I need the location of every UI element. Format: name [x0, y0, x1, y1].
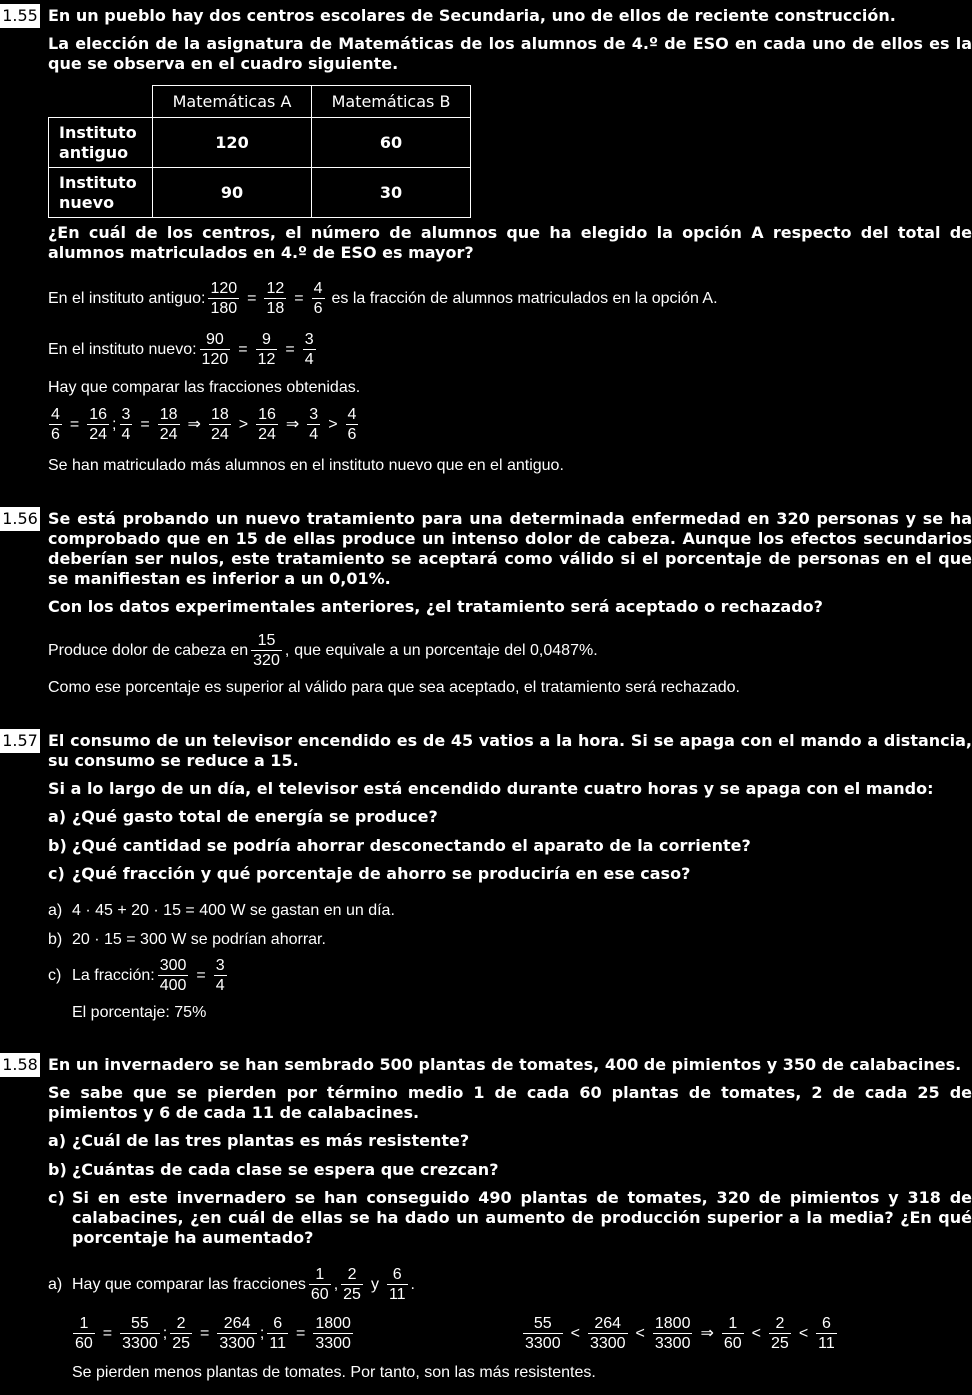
column-header: Matemáticas B — [312, 86, 471, 118]
fraction: $\frac{4}{6}$ — [313, 280, 323, 317]
solution-text: Hay que comparar las fracciones — [72, 1275, 306, 1293]
solution-text: La fracción: — [72, 966, 155, 984]
table-cell: 30 — [312, 168, 471, 218]
fraction: $\frac{300}{400}$ — [159, 957, 187, 994]
fraction: $\frac{2}{25}$ — [172, 1315, 190, 1352]
fraction: $\frac{3}{4}$ — [215, 957, 225, 994]
solution-text: que equivale a un porcentaje del 0,0487%. — [294, 641, 598, 659]
table-cell: 120 — [153, 118, 312, 168]
fraction-equivalences: $\frac{1}{60}$ = $\frac{55}{3300}$ ; $\frac{2}{25}$ = $\frac{264}{3300}$ ; $\frac{6}{11}$ = $\frac{1800}{3300}$ — [75, 1315, 351, 1352]
question-text: El consumo de un televisor encendido es de 45 vatios a la hora. Si se apaga con el mando a distancia, su consumo se reduce a 15. — [48, 731, 972, 770]
fraction: $\frac{3}{4}$ — [309, 406, 319, 443]
solution-text: Se han matriculado más alumnos en el instituto nuevo que en el antiguo. — [48, 457, 564, 474]
solution-line: Produce dolor de cabeza en $\frac{15}{320}$ , que equivale a un porcentaje del 0,0487%. — [48, 632, 598, 669]
fraction: $\frac{6}{11}$ — [818, 1315, 835, 1352]
row-header: Instituto antiguo — [49, 118, 153, 168]
solution-text: En el instituto antiguo: — [48, 289, 206, 307]
fraction: $\frac{2}{25}$ — [343, 1266, 361, 1303]
fraction: $\frac{15}{320}$ — [253, 632, 280, 669]
fraction: $\frac{3}{4}$ — [304, 331, 314, 368]
fraction: $\frac{1}{60}$ — [310, 1266, 329, 1303]
question-text: Con los datos experimentales anteriores, ¿el tratamiento será aceptado o rechazado? — [48, 597, 823, 616]
question-item: b) ¿Qué cantidad se podría ahorrar desconectando el aparato de la corriente? — [48, 836, 751, 855]
solution-text: es la fracción de alumnos matriculados en la opción A. — [331, 289, 718, 307]
solution-text: Produce dolor de cabeza en — [48, 641, 249, 659]
fraction: $\frac{6}{11}$ — [269, 1315, 286, 1352]
enrollment-table — [48, 85, 471, 218]
solution-line: b) 20 · 15 = 300 W se podrían ahorrar. — [48, 931, 326, 948]
fraction: $\frac{90}{120}$ — [201, 331, 229, 368]
fraction: $\frac{55}{3300}$ — [525, 1315, 561, 1352]
solution-line: En el instituto antiguo: $\frac{120}{180}$ = $\frac{12}{18}$ = $\frac{4}{6}$ es la fracción de alumnos matriculados en la opción A. — [48, 280, 718, 317]
fraction: $\frac{16}{24}$ — [89, 406, 108, 443]
fraction: $\frac{1800}{3300}$ — [315, 1315, 351, 1352]
solution-text: Hay que comparar las fracciones obtenidas. — [48, 379, 361, 396]
fraction: $\frac{1800}{3300}$ — [654, 1315, 691, 1352]
fraction: $\frac{16}{24}$ — [258, 406, 276, 443]
question-item: a) ¿Qué gasto total de energía se produce? — [48, 807, 438, 826]
solution-text: Como ese porcentaje es superior al válido para que sea aceptado, el tratamiento será rechazado. — [48, 679, 740, 696]
fraction-comparison: $\frac{4}{6}$ = $\frac{16}{24}$ ; $\frac{3}{4}$ = $\frac{18}{24}$ ⇒ $\frac{18}{24}$ > $\frac{16}{24}$ ⇒ $\frac{3}{4}$ > $\frac{4}{6}$ — [51, 406, 357, 443]
fraction: $\frac{4}{6}$ — [347, 406, 357, 443]
column-header: Matemáticas A — [153, 86, 312, 118]
question-item: c) ¿Qué fracción y qué porcentaje de ahorro se produciría en ese caso? — [48, 864, 691, 883]
fraction: $\frac{18}{24}$ — [210, 406, 229, 443]
fraction: $\frac{4}{6}$ — [51, 406, 60, 443]
fraction: $\frac{6}{11}$ — [388, 1266, 406, 1303]
fraction: $\frac{1}{60}$ — [75, 1315, 93, 1352]
table-cell: 90 — [153, 168, 312, 218]
fraction: $\frac{12}{18}$ — [266, 280, 285, 317]
table-cell: 60 — [312, 118, 471, 168]
problem-number: 1.58 — [0, 1053, 40, 1077]
question-text: En un invernadero se han sembrado 500 plantas de tomates, 400 de pimientos y 350 de calabacines. — [48, 1055, 962, 1074]
solution-line: c) La fracción: $\frac{300}{400}$ = $\frac{3}{4}$ — [48, 957, 225, 994]
fraction: $\frac{264}{3300}$ — [219, 1315, 255, 1352]
fraction: $\frac{18}{24}$ — [159, 406, 178, 443]
question-text: ¿En cuál de los centros, el número de alumnos que ha elegido la opción A respecto del total de alumnos matriculados en 4.º de ESO es mayor? — [48, 223, 972, 262]
fraction: $\frac{3}{4}$ — [121, 406, 131, 443]
fraction-comparison: $\frac{55}{3300}$ < $\frac{264}{3300}$ < $\frac{1800}{3300}$ ⇒ $\frac{1}{60}$ < $\frac{2}{25}$ < $\frac{6}{11}$ — [525, 1315, 835, 1352]
solution-line: a) 4 · 45 + 20 · 15 = 400 W se gastan en un día. — [48, 902, 395, 919]
solution-text: Se pierden menos plantas de tomates. Por tanto, son las más resistentes. — [72, 1364, 596, 1381]
question-text: Se sabe que se pierden por término medio 1 de cada 60 plantas de tomates, 2 de cada 25 de pimientos y 6 de cada 11 de calabacines. — [48, 1083, 972, 1122]
question-text: En un pueblo hay dos centros escolares de Secundaria, uno de ellos de reciente construcción. — [48, 6, 896, 25]
fraction: $\frac{9}{12}$ — [257, 331, 276, 368]
solution-line: a) Hay que comparar las fracciones $\frac{1}{60}$ , $\frac{2}{25}$ y $\frac{6}{11}$ . — [48, 1266, 415, 1303]
fraction: $\frac{2}{25}$ — [771, 1315, 789, 1352]
problem-number: 1.56 — [0, 507, 40, 531]
solution-text: El porcentaje: 75% — [72, 1004, 207, 1021]
problem-number: 1.57 — [0, 729, 40, 753]
solution-text: En el instituto nuevo: — [48, 340, 197, 358]
question-item: a) ¿Cuál de las tres plantas es más resistente? — [48, 1131, 470, 1150]
fraction: $\frac{1}{60}$ — [723, 1315, 742, 1352]
solution-line: En el instituto nuevo: $\frac{90}{120}$ = $\frac{9}{12}$ = $\frac{3}{4}$ — [48, 331, 314, 368]
question-text: La elección de la asignatura de Matemáticas de los alumnos de 4.º de ESO en cada uno de ellos es la que se observa en el cuadro siguiente. — [48, 34, 972, 73]
question-item: b) ¿Cuántas de cada clase se espera que crezcan? — [48, 1160, 499, 1179]
question-text: Se está probando un nuevo tratamiento para una determinada enfermedad en 320 personas y se ha comprobado que en 15 de ellas produce un intenso dolor de cabeza. Aunque los efectos secundarios deberían ser nulos, este tratamiento se aceptará como válido si el porcentaje de personas en el que se manifiestan es inferior a un 0,01%. — [48, 509, 972, 588]
question-text: Si a lo largo de un día, el televisor está encendido durante cuatro horas y se apaga con el mando: — [48, 779, 934, 798]
fraction: $\frac{55}{3300}$ — [122, 1315, 158, 1352]
problem-number: 1.55 — [0, 4, 40, 28]
fraction: $\frac{120}{180}$ — [210, 280, 238, 317]
fraction: $\frac{264}{3300}$ — [589, 1315, 626, 1352]
row-header: Instituto nuevo — [49, 168, 153, 218]
question-item: c) Si en este invernadero se han conseguido 490 plantas de tomates, 320 de pimientos y 318 de calabacines, ¿en cuál de ellas se ha dado un aumento de producción superior a la media? ¿En qué porcentaje ha aumentado? — [48, 1188, 972, 1247]
table-corner — [49, 86, 153, 118]
